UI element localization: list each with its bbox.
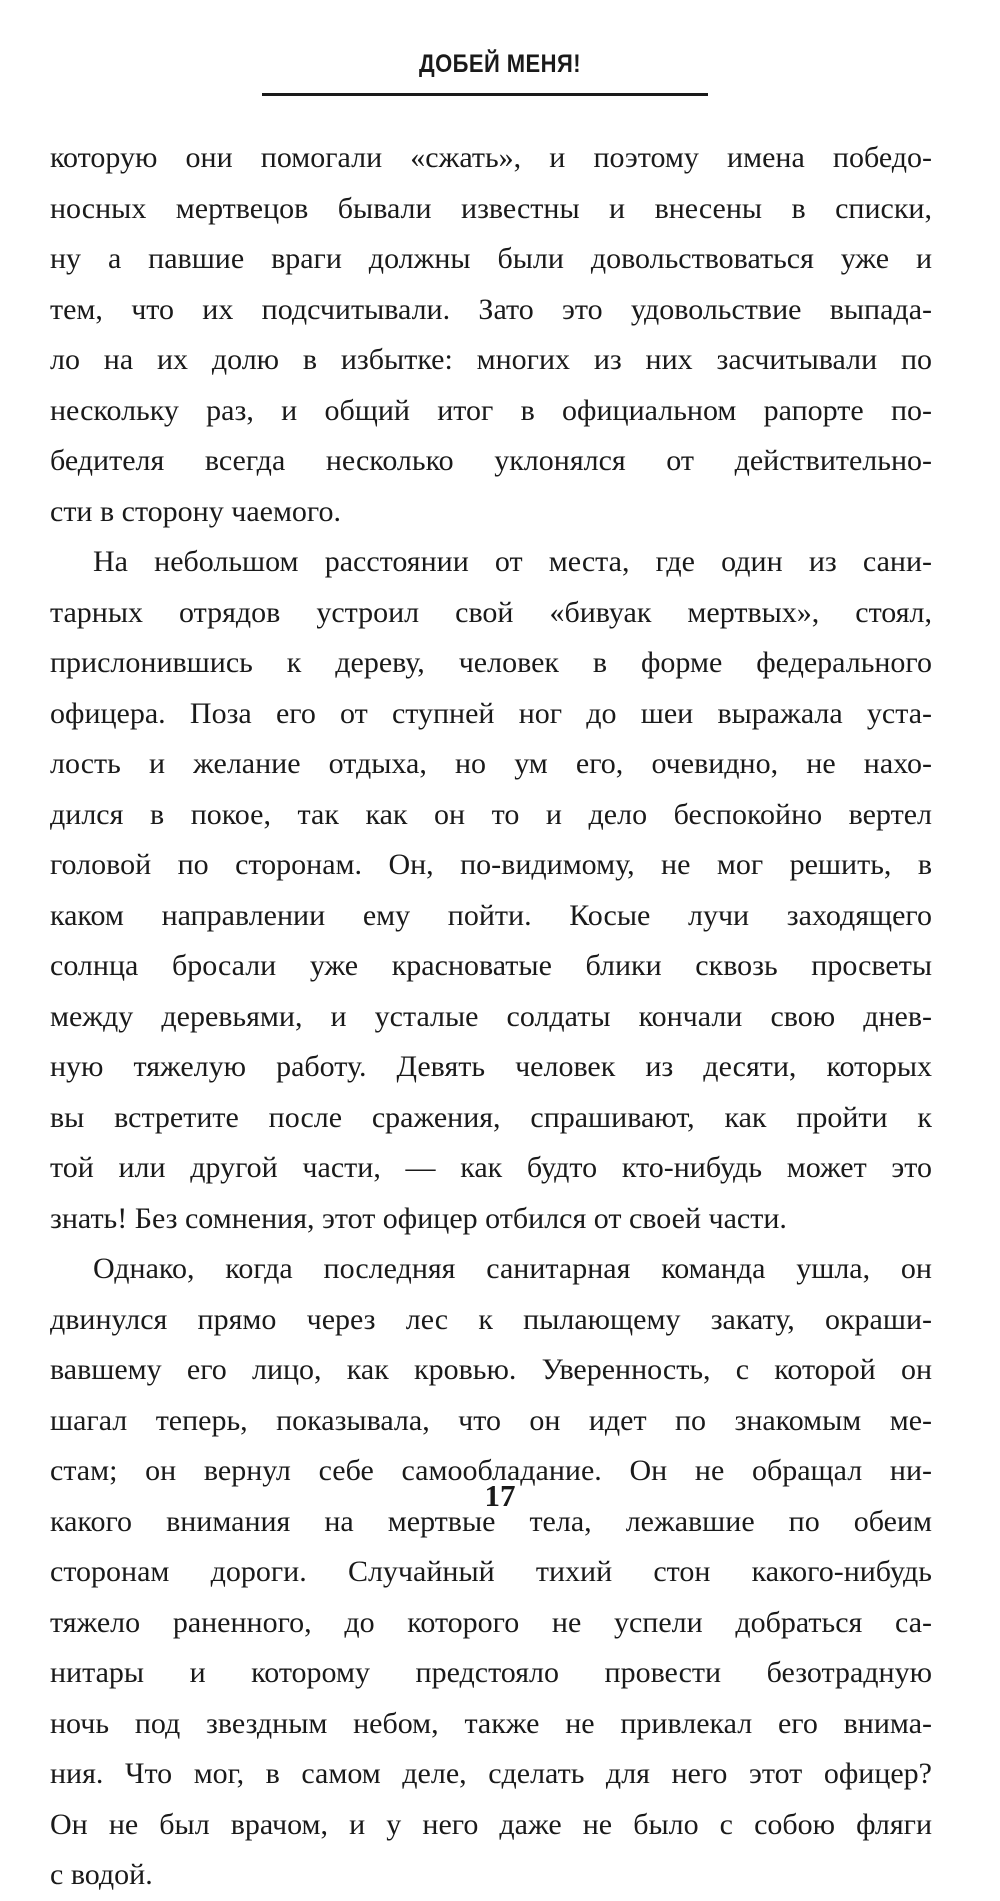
text-line: той или другой части, — как будто кто-нибудь может это <box>50 1151 932 1184</box>
text-line: шагал теперь, показывала, что он идет по знакомым ме- <box>50 1403 932 1437</box>
text-line: ночь под звездным небом, также не привлекал его внима- <box>50 1706 932 1740</box>
text-line: ную тяжелую работу. Девять человек из десяти, которых <box>50 1050 932 1083</box>
text-line: тем, что их подсчитывали. Зато это удовольствие выпада- <box>50 292 932 326</box>
body-text <box>50 133 932 1901</box>
text-line: которую они помогали «сжать», и поэтому имена победо- <box>50 141 932 174</box>
page-number: 17 <box>484 1478 516 1513</box>
running-header: ДОБЕЙ МЕНЯ! <box>418 50 582 78</box>
text-line: нескольку раз, и общий итог в официальном рапорте по- <box>50 393 932 427</box>
text-line: ния. Что мог, в самом деле, сделать для него этот офицер? <box>50 1757 932 1790</box>
text-line: ло на их долю в избытке: многих из них засчитывали по <box>50 343 932 376</box>
text-line: с водой. <box>50 1858 153 1891</box>
text-line: дился в покое, так как он то и дело беспокойно вертел <box>50 797 932 831</box>
text-line: тяжело раненного, до которого не успели добраться са- <box>50 1605 932 1639</box>
text-line: солнца бросали уже красноватые блики сквозь просветы <box>50 949 932 982</box>
text-line: стам; он вернул себе самообладание. Он не обращал ни- <box>50 1454 932 1487</box>
header-rule <box>262 93 708 96</box>
text-line: бедителя всегда несколько уклонялся от действительно- <box>50 444 932 477</box>
text-line: двинулся прямо через лес к пылающему закату, окраши- <box>50 1302 932 1336</box>
text-line: знать! Без сомнения, этот офицер отбился от своей части. <box>50 1201 787 1235</box>
text-line: нитары и которому предстояло провести безотрадную <box>50 1656 932 1689</box>
text-line: Он не был врачом, и у него даже не было с собою фляги <box>50 1807 932 1841</box>
paragraph-1 <box>50 133 932 537</box>
text-line: На небольшом расстоянии от места, где один из сани- <box>93 545 932 578</box>
text-line: вавшему его лицо, как кровью. Уверенность, с которой он <box>50 1353 932 1386</box>
text-line: сти в сторону чаемого. <box>50 494 341 528</box>
text-line: ну а павшие враги должны были довольствоваться уже и <box>50 242 932 275</box>
text-line: тарных отрядов устроил свой «бивуак мертвых», стоял, <box>50 595 932 629</box>
text-line: сторонам дороги. Случайный тихий стон какого-нибудь <box>50 1555 932 1588</box>
text-line: между деревьями, и усталые солдаты кончали свою днев- <box>50 999 932 1033</box>
text-line: лость и желание отдыха, но ум его, очевидно, не нахо- <box>50 747 932 780</box>
text-line: какого внимания на мертвые тела, лежавшие по обеим <box>50 1504 932 1538</box>
text-line: носных мертвецов бывали известны и внесены в списки, <box>50 191 932 225</box>
paragraph-3 <box>50 1244 932 1901</box>
text-line: Однако, когда последняя санитарная команда ушла, он <box>93 1252 932 1285</box>
text-line: головой по сторонам. Он, по-видимому, не мог решить, в <box>50 848 932 881</box>
text-line: прислонившись к дереву, человек в форме федерального <box>50 646 932 679</box>
text-line: офицера. Поза его от ступней ног до шеи выражала уста- <box>50 696 932 730</box>
text-line: вы встретите после сражения, спрашивают, как пройти к <box>50 1100 932 1134</box>
text-line: каком направлении ему пойти. Косые лучи заходящего <box>50 898 932 932</box>
paragraph-2 <box>50 537 932 1244</box>
